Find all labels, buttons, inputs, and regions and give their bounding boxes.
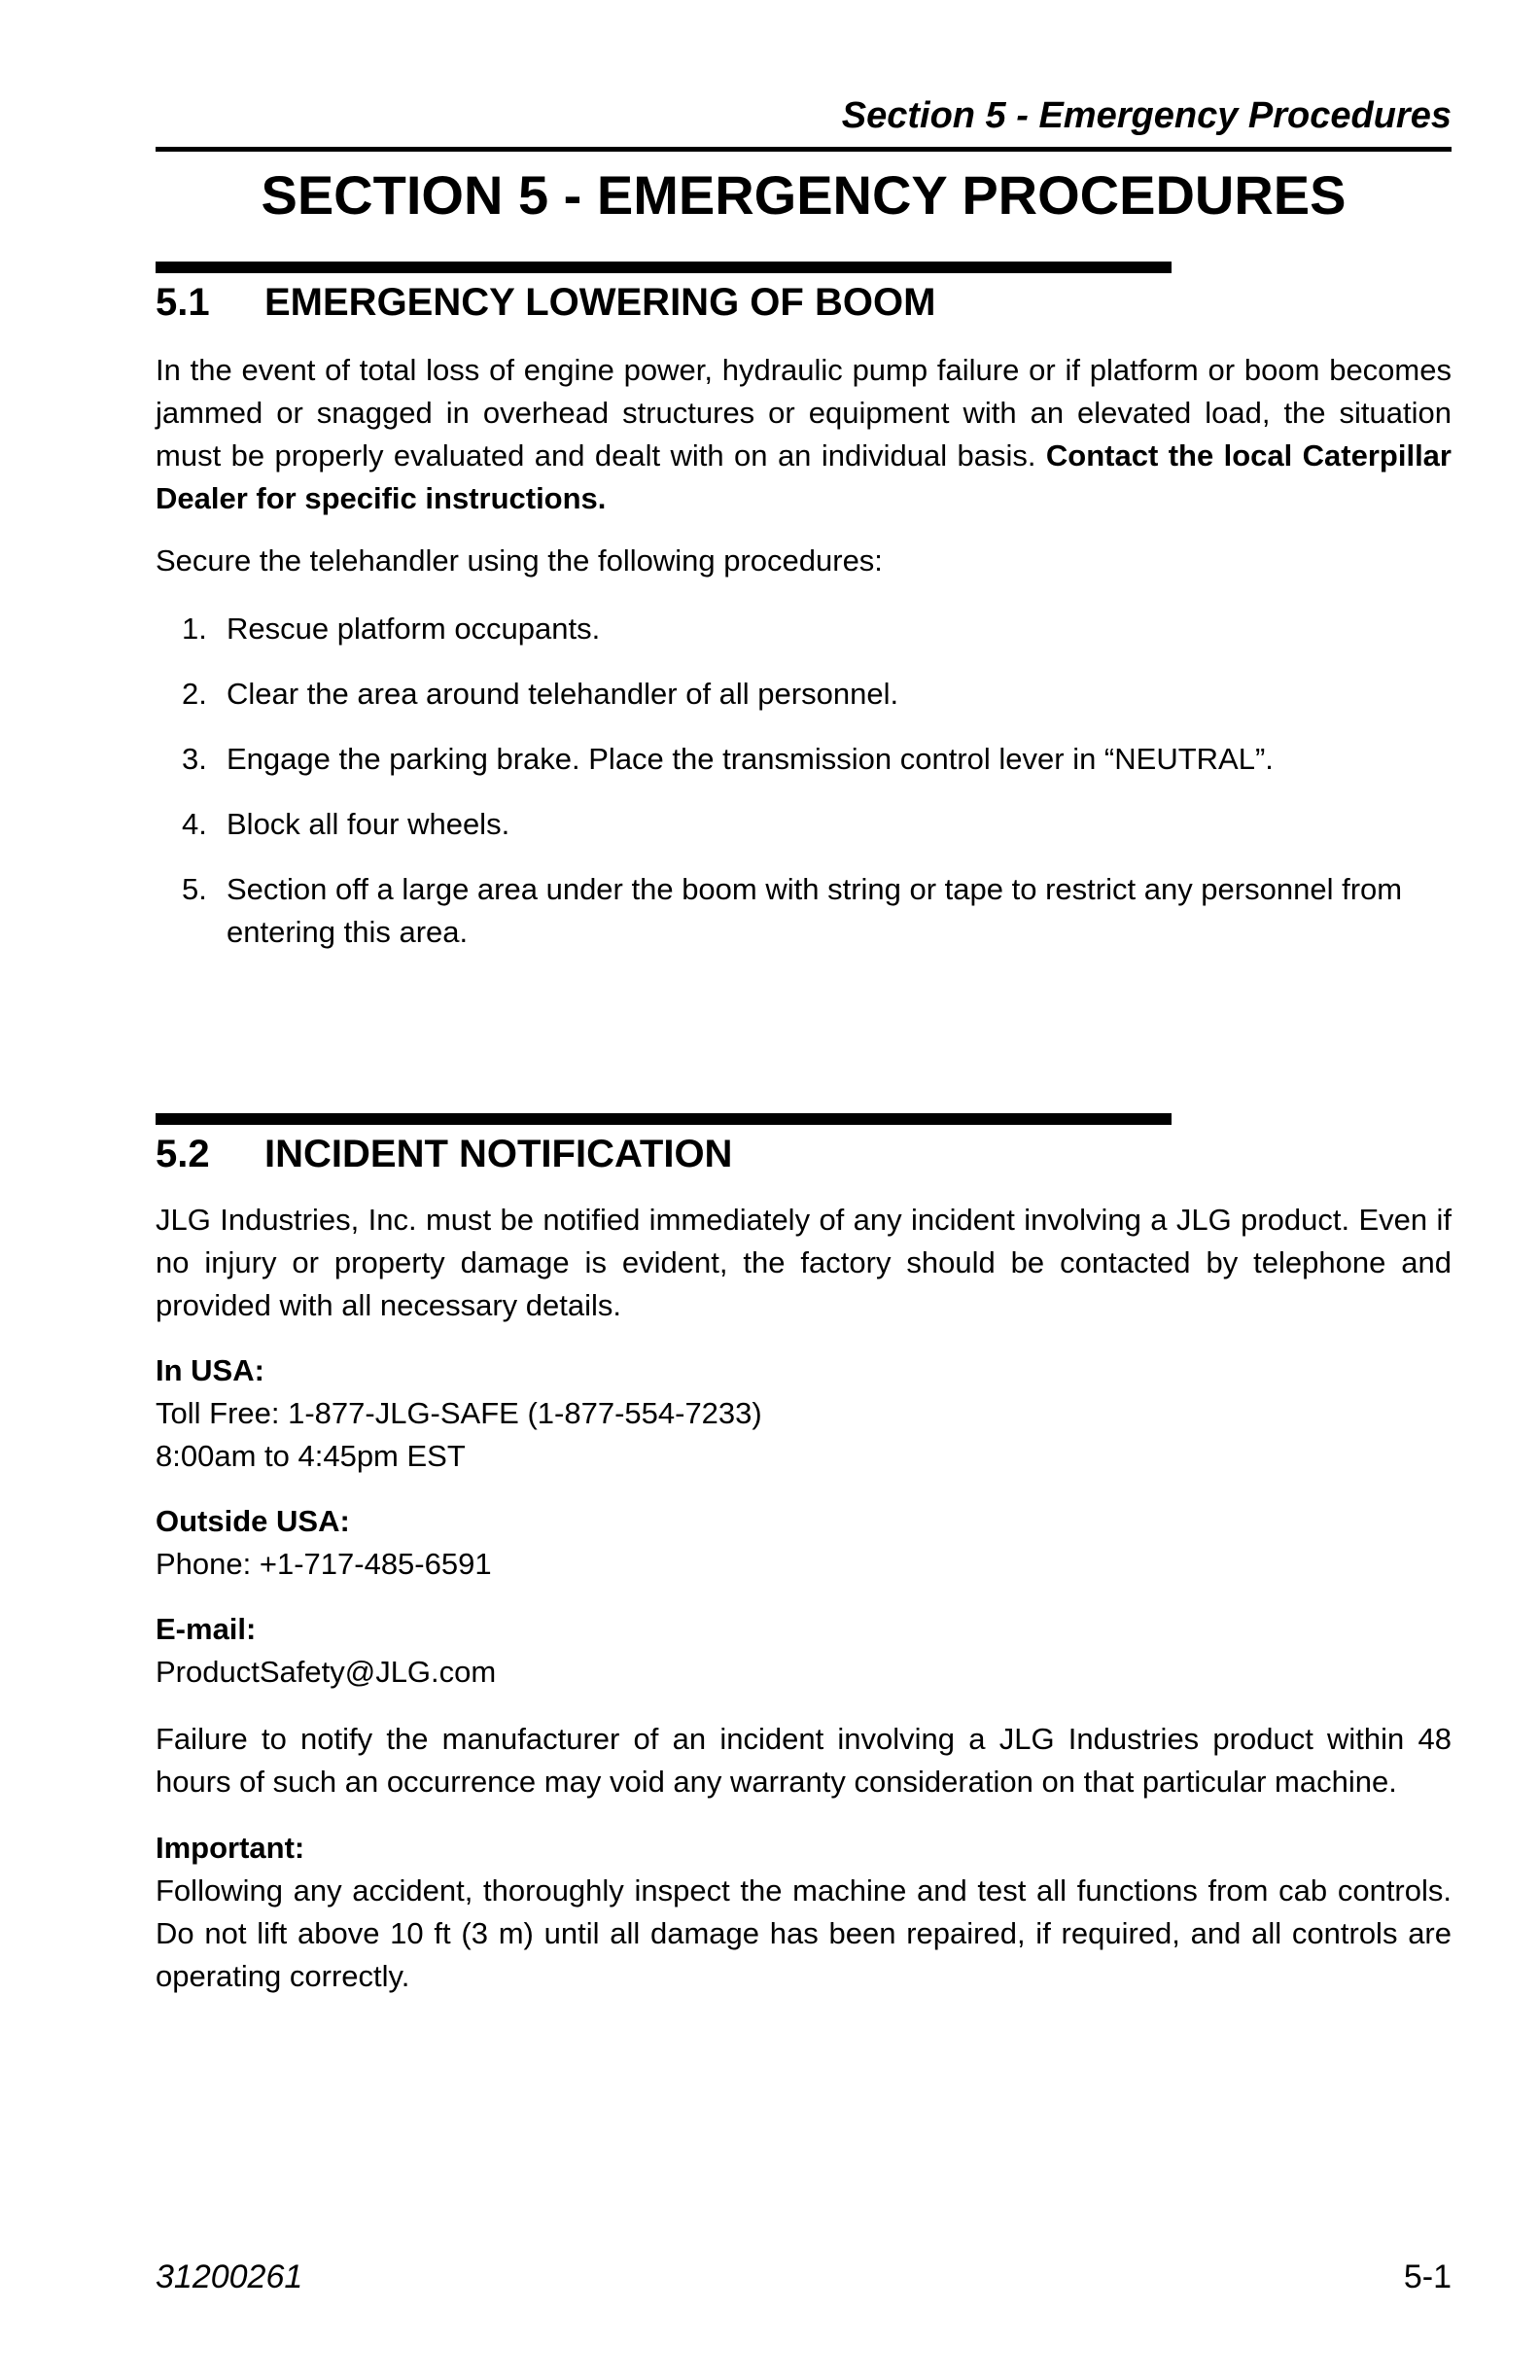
section-5-2 [156,1113,1452,1998]
step-number: 2. [182,677,207,711]
contact-label: E-mail: [156,1612,257,1646]
step-number: 3. [182,742,207,776]
section-5-2-heading [156,1133,1452,1175]
step-text: Block all four wheels. [227,807,510,841]
section-title: INCIDENT NOTIFICATION [264,1133,733,1175]
contact-group-email [156,1608,1452,1694]
intro-paragraph-bold: Contact the local Caterpillar Dealer for specific instructions. [156,438,1452,515]
contact-line: Toll Free: 1-877-JLG-SAFE (1-877-554-7233) [156,1396,762,1430]
step-text: Section off a large area under the boom with string or tape to restrict any personnel from entering this area. [227,872,1403,949]
step-text: Clear the area around telehandler of all personnel. [227,677,899,711]
section-5-1-heading [156,281,1452,324]
step-number: 5. [182,872,207,906]
warranty-paragraph: Failure to notify the manufacturer of an incident involving a JLG Industries product within 48 hours of such an occurrence may void any warranty consideration on that particular machine. [156,1722,1452,1799]
section-title: EMERGENCY LOWERING OF BOOM [264,281,936,324]
important-block [156,1827,1452,1998]
header-rule [156,147,1452,152]
contact-group-in-usa [156,1349,1452,1478]
step-row [156,868,1452,954]
section-number: 5.1 [156,281,210,324]
page-footer [156,2260,1452,2293]
footer-doc-number: 31200261 [156,2258,303,2295]
step-row [156,608,1452,650]
intro-paragraph [156,349,1452,520]
contact-line: ProductSafety@JLG.com [156,1655,497,1689]
contact-line: 8:00am to 4:45pm EST [156,1439,466,1473]
important-label: Important: [156,1831,305,1865]
steps-list [156,608,1452,954]
section-5-2-rule [156,1113,1172,1125]
incident-paragraph: JLG Industries, Inc. must be notified immediately of any incident involving a JLG product. Even if no injury or property damage is evident, the factory should be contacted by telephone and provided with all necessary details. [156,1203,1452,1322]
contact-group-outside-usa [156,1500,1452,1586]
footer-page-number: 5-1 [1403,2258,1452,2295]
page-title: SECTION 5 - EMERGENCY PROCEDURES [261,164,1347,226]
step-number: 4. [182,807,207,841]
step-row [156,803,1452,846]
section-5-1-rule [156,262,1172,273]
step-row [156,673,1452,716]
section-number: 5.2 [156,1133,210,1175]
contact-line: Phone: +1-717-485-6591 [156,1547,492,1581]
step-row [156,738,1452,781]
contact-label: Outside USA: [156,1504,350,1538]
step-text: Engage the parking brake. Place the transmission control lever in “NEUTRAL”. [227,742,1274,776]
step-text: Rescue platform occupants. [227,612,601,646]
contact-label: In USA: [156,1353,264,1387]
running-header-title: Section 5 - Emergency Procedures [841,95,1452,136]
step-number: 1. [182,612,207,646]
important-paragraph: Following any accident, thoroughly inspect the machine and test all functions from cab controls. Do not lift above 10 ft (3 m) until all damage has been repaired, if required, and all controls are operating correctly. [156,1873,1452,1993]
intro-paragraph-normal: In the event of total loss of engine power, hydraulic pump failure or if platform or boom becomes jammed or snagged in overhead structures or equipment with an elevated load, the situation must be properly evaluated and dealt with on an individual basis. [156,353,1452,472]
section-5-1 [156,262,1452,954]
secure-procedures-line: Secure the telehandler using the following procedures: [156,543,883,578]
